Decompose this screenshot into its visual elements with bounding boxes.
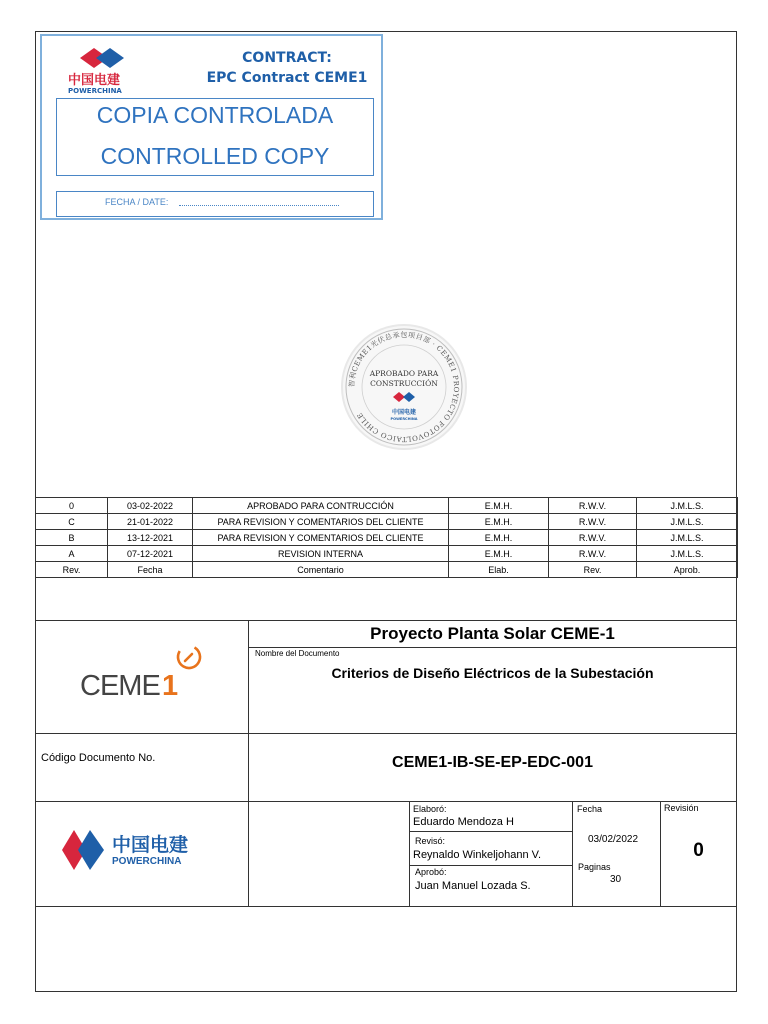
date-cell: 07-12-2021	[108, 546, 193, 562]
document-code: CEME1-IB-SE-EP-EDC-001	[392, 754, 593, 771]
comment-cell: REVISION INTERNA	[193, 546, 449, 562]
table-row	[36, 530, 738, 546]
paginas-label: Paginas	[578, 862, 611, 872]
copia-controlada: COPIA CONTROLADA	[96, 102, 334, 128]
contract-title: CONTRACT:	[242, 50, 332, 66]
stamp-date-label: FECHA / DATE:	[105, 197, 169, 207]
reviewer-cell: R.W.V.	[549, 546, 637, 562]
project-title: Proyecto Planta Solar CEME-1	[370, 624, 615, 643]
powerchina-diamond-icon	[64, 46, 144, 94]
date-cell: 21-01-2022	[108, 514, 193, 530]
header-reviewer: Rev.	[549, 562, 637, 578]
contract-heading	[192, 48, 382, 88]
approver-cell: J.M.L.S.	[637, 498, 738, 514]
comment-cell: APROBADO PARA CONTRUCCIÓN	[193, 498, 449, 514]
stamp-logo-en: POWERCHINA	[68, 87, 122, 94]
aprobo-label: Aprobó:	[415, 867, 447, 877]
divider	[409, 831, 572, 832]
seal-logo-cn: 中国电建	[391, 409, 417, 416]
header-approver: Aprob.	[637, 562, 738, 578]
divider	[409, 865, 572, 866]
divider	[409, 801, 410, 906]
table-row	[36, 546, 738, 562]
divider	[35, 733, 737, 734]
pc-logo-cn: 中国电建	[112, 834, 189, 856]
rev-cell: 0	[36, 498, 108, 514]
header-date: Fecha	[108, 562, 193, 578]
rev-cell: A	[36, 546, 108, 562]
elaboro-label: Elaboró:	[413, 804, 447, 814]
contract-name: EPC Contract CEME1	[206, 70, 368, 86]
elab-cell: E.M.H.	[449, 514, 549, 530]
divider	[35, 801, 737, 802]
ceme1-sun-icon	[174, 642, 204, 672]
rev-cell: B	[36, 530, 108, 546]
doc-name-label: Nombre del Documento	[255, 649, 340, 658]
approver-cell: J.M.L.S.	[637, 514, 738, 530]
reviewer-cell: R.W.V.	[549, 530, 637, 546]
revision-label: Revisión	[664, 803, 699, 813]
elaboro-name: Eduardo Mendoza H	[413, 816, 514, 828]
stamp-date-field	[56, 191, 374, 217]
fecha-label: Fecha	[577, 804, 603, 814]
date-cell: 13-12-2021	[108, 530, 193, 546]
reviewer-cell: R.W.V.	[549, 514, 637, 530]
table-row	[36, 514, 738, 530]
powerchina-stamp-logo	[64, 46, 144, 94]
date-cell: 03-02-2022	[108, 498, 193, 514]
stamp-date-line	[179, 205, 339, 206]
doc-name: Criterios de Diseño Eléctricos de la Subestación	[331, 665, 654, 681]
ceme-digit: 1	[162, 670, 179, 702]
code-label: Código Documento No.	[41, 752, 156, 764]
comment-cell: PARA REVISION Y COMENTARIOS DEL CLIENTE	[193, 530, 449, 546]
controlled-copy-stamp	[40, 34, 383, 220]
divider	[248, 647, 737, 648]
rev-cell: C	[36, 514, 108, 530]
seal-line2: CONSTRUCCIÓN	[370, 379, 438, 388]
elab-cell: E.M.H.	[449, 498, 549, 514]
ceme1-logo	[80, 640, 210, 720]
controlled-copy-box	[56, 98, 374, 176]
paginas-value: 30	[610, 874, 622, 885]
table-header-row	[36, 562, 738, 578]
approver-cell: J.M.L.S.	[637, 546, 738, 562]
header-comment: Comentario	[193, 562, 449, 578]
revision-table	[35, 497, 738, 578]
fecha-value: 03/02/2022	[588, 834, 639, 845]
revision-value: 0	[693, 840, 704, 861]
seal-logo-en: POWERCHINA	[390, 417, 418, 421]
reviewer-cell: R.W.V.	[549, 498, 637, 514]
approver-cell: J.M.L.S.	[637, 530, 738, 546]
comment-cell: PARA REVISION Y COMENTARIOS DEL CLIENTE	[193, 514, 449, 530]
seal-line1: APROBADO PARA	[369, 369, 439, 378]
elab-cell: E.M.H.	[449, 546, 549, 562]
powerchina-diamond-icon	[60, 828, 108, 872]
seal-ring-text: 智利CEME1光伏总承包项目部 · CEME1 PROYECTO FOTOVOLTAICO CHILE	[347, 330, 461, 444]
controlled-copy: CONTROLLED COPY	[100, 143, 330, 169]
reviso-name: Reynaldo Winkeljohann V.	[413, 849, 542, 861]
pc-logo-en: POWERCHINA	[112, 856, 182, 867]
stamp-logo-cn: 中国电建	[68, 73, 121, 88]
ceme-text: CEME	[80, 670, 160, 702]
powerchina-logo	[60, 826, 200, 876]
approval-seal	[339, 322, 469, 452]
header-rev: Rev.	[36, 562, 108, 578]
elab-cell: E.M.H.	[449, 530, 549, 546]
header-elab: Elab.	[449, 562, 549, 578]
aprobo-name: Juan Manuel Lozada S.	[415, 880, 531, 892]
reviso-label: Revisó:	[415, 836, 446, 846]
divider	[35, 906, 737, 907]
divider	[572, 801, 573, 906]
table-row	[36, 498, 738, 514]
